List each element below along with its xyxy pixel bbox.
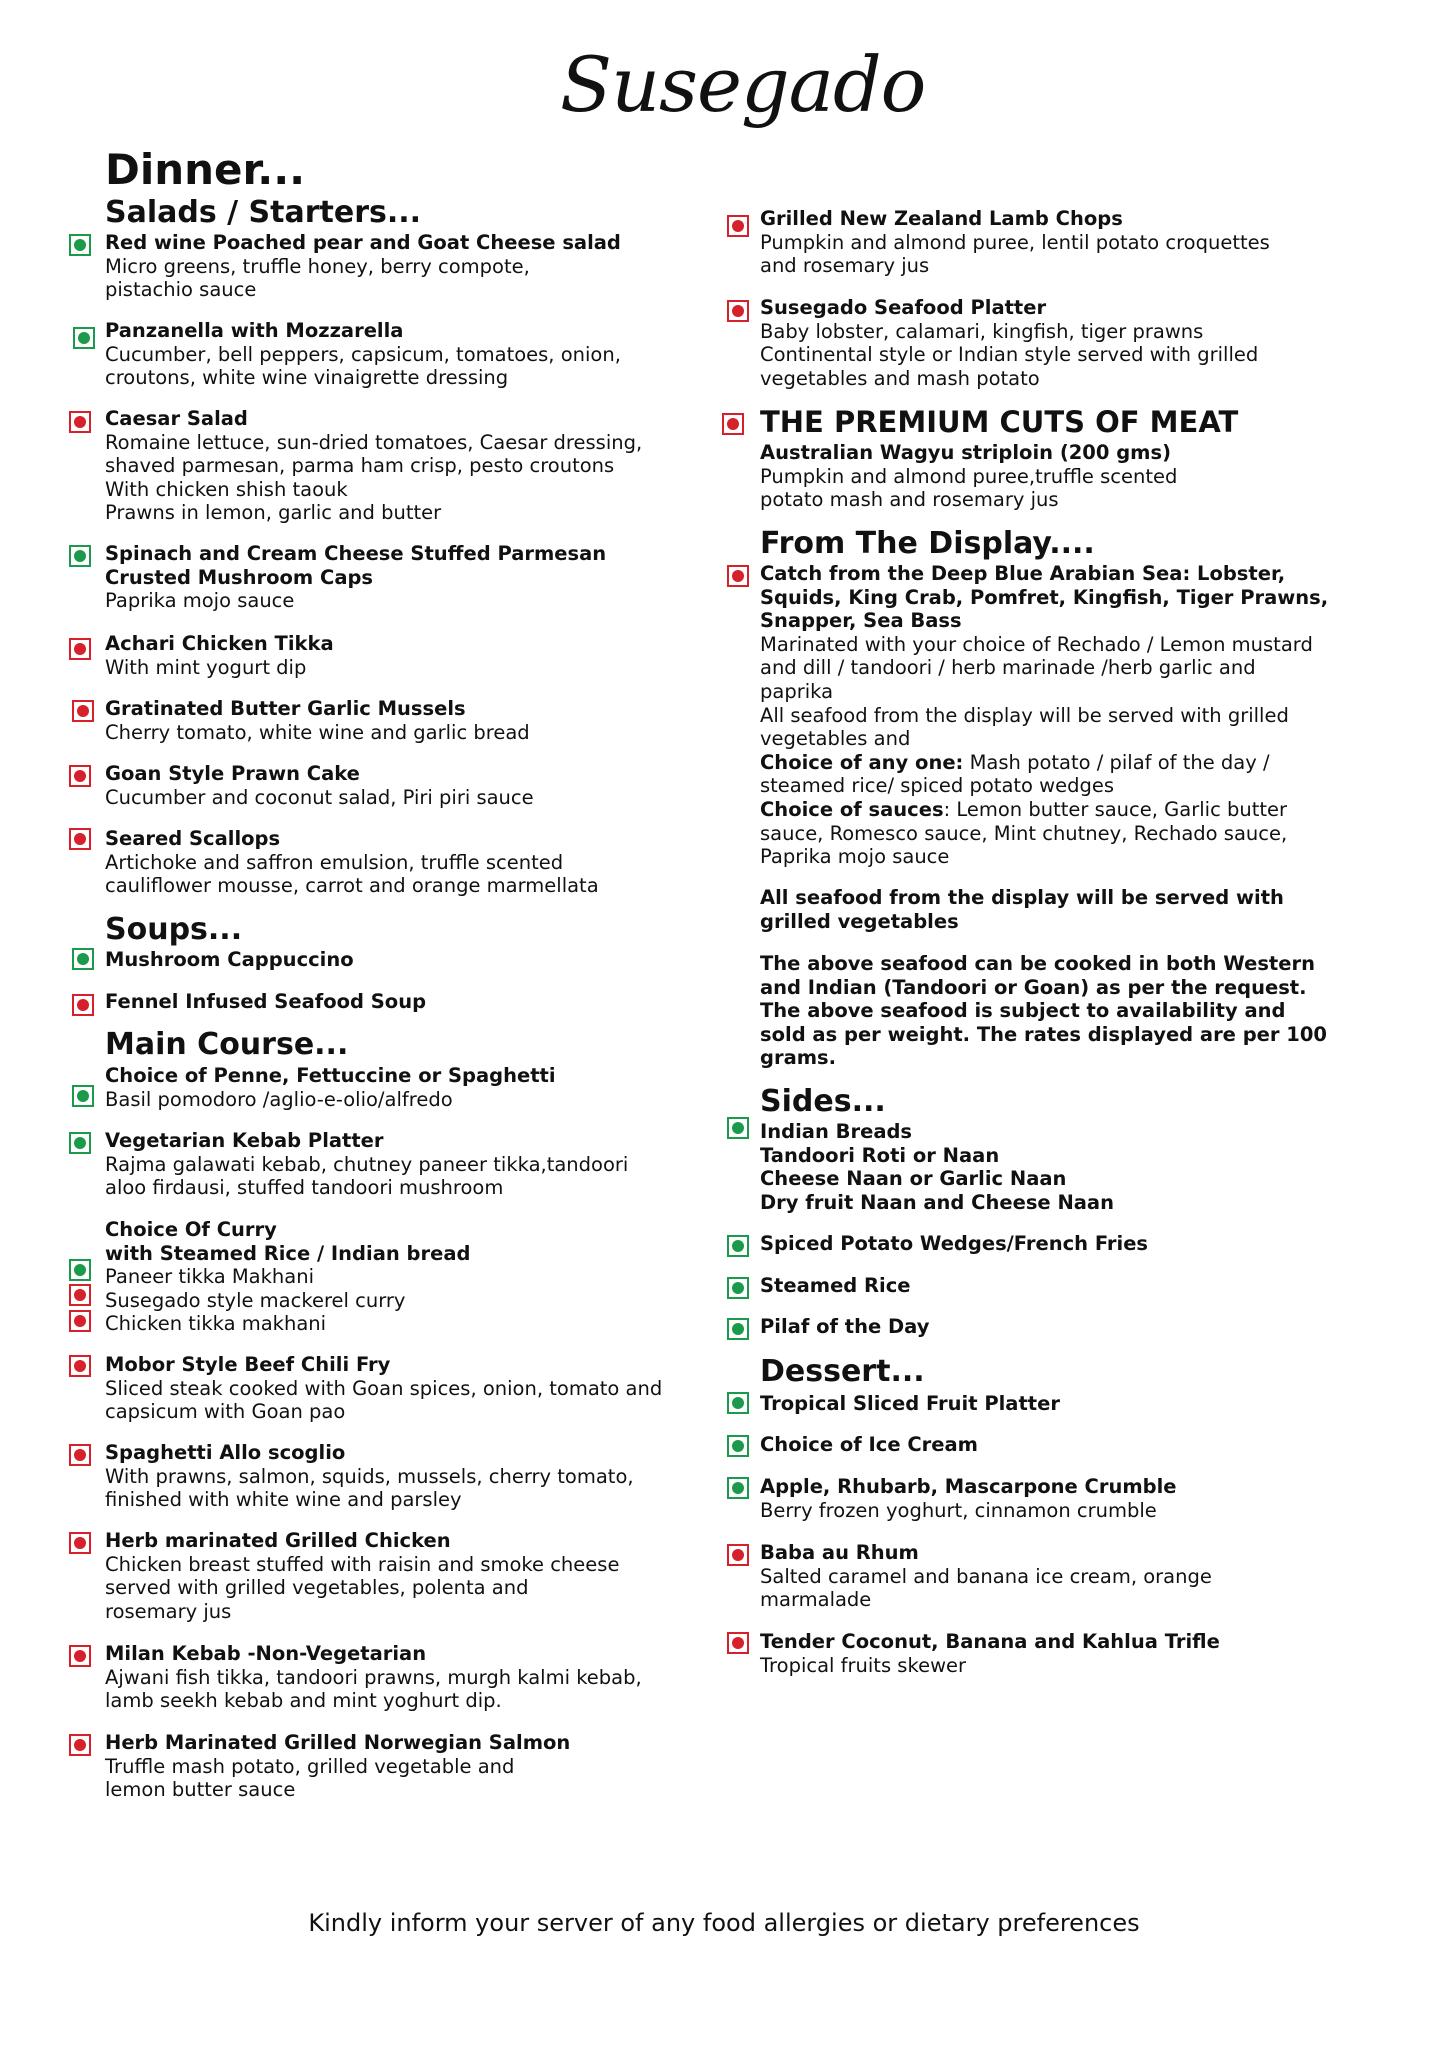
menu-item [105,1731,570,1802]
veg-icon [69,545,91,567]
item-desc: Continental style or Indian style served with grilled [760,343,1259,367]
item-name: Susegado Seafood Platter [760,296,1047,319]
display-heading: From The Display.... [760,526,1095,561]
item-desc: Paprika mojo sauce [760,845,950,869]
dessert-heading: Dessert... [760,1354,925,1389]
item-name: Steamed Rice [760,1274,911,1297]
sauces-text: : Lemon butter sauce, Garlic butter [943,797,1288,821]
item-desc: and dill / tandoori / herb marinade /herb garlic and [760,656,1256,680]
choice-text: Mash potato / pilaf of the day / [963,750,1270,774]
item-name: Tandoori Roti or Naan [760,1143,1000,1167]
item-desc: croutons, white wine vinaigrette dressing [105,366,509,390]
note [760,952,1327,1070]
item-desc: Paneer tikka Makhani [105,1265,315,1289]
non-veg-icon [727,1544,749,1566]
item-desc: lemon butter sauce [105,1778,296,1802]
note-line: grams. [760,1046,837,1070]
item-desc: vegetables and mash potato [760,366,1040,390]
item-desc: Marinated with your choice of Rechado / Lemon mustard [760,632,1313,656]
item-desc: served with grilled vegetables, polenta and [105,1576,529,1600]
non-veg-icon [69,411,91,433]
item-desc: vegetables and [760,727,911,751]
item-name: Mushroom Cappuccino [105,948,354,971]
menu-item [105,762,534,809]
note-line: All seafood from the display will be served with [760,886,1284,909]
item-name: Seared Scallops [105,827,281,850]
note-line: and Indian (Tandoori or Goan) as per the request. [760,975,1307,999]
item-name: Choice Of Curry [105,1218,277,1241]
sauces-label: Choice of sauces [760,797,944,821]
non-veg-icon [69,765,91,787]
item-name: Baba au Rhum [760,1541,919,1564]
item-desc [760,798,1328,822]
item-desc: With chicken shish taouk [105,477,348,501]
veg-icon [69,1132,91,1154]
item-desc: Salted caramel and banana ice cream, orange [760,1564,1212,1588]
item-name: Fennel Infused Seafood Soup [105,990,427,1013]
item-desc: Truffle mash potato, grilled vegetable and [105,1754,515,1778]
item-name: Herb marinated Grilled Chicken [105,1529,451,1552]
dinner-heading: Dinner... [105,145,306,194]
note-line: sold as per weight. The rates displayed are per 100 [760,1022,1327,1046]
item-desc: marmalade [760,1588,872,1612]
item-name: Australian Wagyu striploin (200 gms) [760,441,1172,464]
item-name: Crusted Mushroom Caps [105,565,374,589]
item-name: Catch from the Deep Blue Arabian Sea: Lobster, [760,562,1286,585]
item-desc: capsicum with Goan pao [105,1400,346,1424]
veg-icon [69,1259,91,1281]
menu-item [760,296,1258,390]
non-veg-icon [69,1310,91,1332]
item-desc: Romaine lettuce, sun-dried tomatoes, Caesar dressing, [105,430,643,454]
non-veg-icon [69,1645,91,1667]
non-veg-icon [69,1355,91,1377]
menu-item [105,632,334,679]
item-name: Spaghetti Allo scoglio [105,1441,346,1464]
note-line: The above seafood is subject to availability and [760,999,1286,1023]
choice-label: Choice of any one: [760,750,964,774]
item-name: with Steamed Rice / Indian bread [105,1241,471,1265]
veg-icon [727,1277,749,1299]
item-desc: cauliflower mousse, carrot and orange marmellata [105,874,599,898]
item-desc: Berry frozen yoghurt, cinnamon crumble [760,1498,1157,1522]
item-name: Dry fruit Naan and Cheese Naan [760,1190,1114,1214]
veg-icon [72,948,94,970]
non-veg-icon [727,215,749,237]
menu-item [105,1064,556,1111]
menu-item [105,1642,642,1713]
item-name: Mobor Style Beef Chili Fry [105,1353,391,1376]
veg-icon [69,234,91,256]
menu-item [760,441,1177,512]
menu-item [760,207,1270,278]
non-veg-icon [69,1284,91,1306]
non-veg-icon [727,300,749,322]
veg-icon [72,1085,94,1107]
main-course-heading: Main Course... [105,1027,349,1062]
veg-icon [727,1235,749,1257]
item-name: Gratinated Butter Garlic Mussels [105,697,466,720]
veg-icon [727,1477,749,1499]
item-desc [760,751,1328,775]
item-desc: Pumpkin and almond puree, lentil potato croquettes [760,230,1270,254]
item-desc: Rajma galawati kebab, chutney paneer tikka,tandoori [105,1152,629,1176]
non-veg-icon [69,1444,91,1466]
item-name: Pilaf of the Day [760,1315,930,1338]
menu-item [105,827,599,898]
allergy-notice: Kindly inform your server of any food allergies or dietary preferences [308,1909,1140,1937]
menu-item [105,319,621,390]
item-name: Squids, King Crab, Pomfret, Kingfish, Tiger Prawns, [760,585,1329,609]
item-name: Choice of Penne, Fettuccine or Spaghetti [105,1064,556,1087]
item-desc: All seafood from the display will be served with grilled [760,703,1289,727]
item-desc: Chicken tikka makhani [105,1312,327,1336]
premium-cuts-heading: THE PREMIUM CUTS OF MEAT [760,405,1239,439]
menu-item [105,1218,470,1336]
menu-item [105,1441,634,1512]
non-veg-icon [72,700,94,722]
item-name: Grilled New Zealand Lamb Chops [760,207,1123,230]
item-desc: Cucumber, bell peppers, capsicum, tomatoes, onion, [105,342,621,366]
item-name: Choice of Ice Cream [760,1433,978,1456]
salads-heading: Salads / Starters... [105,195,422,230]
item-desc: Cherry tomato, white wine and garlic bread [105,720,530,744]
item-name: Vegetarian Kebab Platter [105,1129,384,1152]
non-veg-icon [722,413,744,435]
item-desc: With mint yogurt dip [105,655,307,679]
item-name: Spinach and Cream Cheese Stuffed Parmesan [105,542,607,565]
note-line: grilled vegetables [760,909,959,933]
restaurant-logo: Susegado [560,40,926,129]
item-desc: Ajwani fish tikka, tandoori prawns, murgh kalmi kebab, [105,1665,642,1689]
item-desc: lamb seekh kebab and mint yoghurt dip. [105,1689,502,1713]
menu-item [105,407,642,525]
item-desc: potato mash and rosemary jus [760,488,1059,512]
non-veg-icon [72,994,94,1016]
breads-list [760,1120,1114,1214]
item-desc: aloo firdausi, stuffed tandoori mushroom [105,1176,504,1200]
menu-item [105,231,621,302]
non-veg-icon [69,638,91,660]
item-name: Goan Style Prawn Cake [105,762,360,785]
veg-icon [727,1392,749,1414]
item-desc: Baby lobster, calamari, kingfish, tiger prawns [760,319,1204,343]
item-desc: shaved parmesan, parma ham crisp, pesto croutons [105,454,615,478]
item-desc: With prawns, salmon, squids, mussels, cherry tomato, [105,1464,634,1488]
item-name: Apple, Rhubarb, Mascarpone Crumble [760,1475,1177,1498]
item-desc: pistachio sauce [105,278,257,302]
item-name: Indian Breads [760,1120,913,1143]
non-veg-icon [69,828,91,850]
item-name: Snapper, Sea Bass [760,609,962,633]
item-desc: and rosemary jus [760,254,930,278]
item-desc: Cucumber and coconut salad, Piri piri sauce [105,785,534,809]
item-desc: steamed rice/ spiced potato wedges [760,774,1115,798]
item-name: Milan Kebab -Non-Vegetarian [105,1642,427,1665]
item-desc: rosemary jus [105,1599,232,1623]
item-name: Tropical Sliced Fruit Platter [760,1392,1060,1415]
item-desc: paprika [760,679,834,703]
non-veg-icon [69,1734,91,1756]
non-veg-icon [727,565,749,587]
item-name: Tender Coconut, Banana and Kahlua Trifle [760,1630,1220,1653]
item-desc: sauce, Romesco sauce, Mint chutney, Rechado sauce, [760,821,1288,845]
item-name: Achari Chicken Tikka [105,632,334,655]
item-name: Red wine Poached pear and Goat Cheese salad [105,231,621,254]
menu-item [760,1541,1212,1612]
veg-icon [73,327,95,349]
non-veg-icon [69,1532,91,1554]
menu-item [105,1353,662,1424]
menu-item [760,1630,1220,1677]
item-desc: Basil pomodoro /aglio-e-olio/alfredo [105,1087,453,1111]
item-desc: Sliced steak cooked with Goan spices, onion, tomato and [105,1376,663,1400]
item-desc: Micro greens, truffle honey, berry compote, [105,254,530,278]
non-veg-icon [727,1632,749,1654]
menu-item [105,1529,619,1623]
veg-icon [727,1117,749,1139]
veg-icon [727,1318,749,1340]
soups-heading: Soups... [105,912,243,947]
note-line: The above seafood can be cooked in both Western [760,952,1315,975]
item-desc: Pumpkin and almond puree,truffle scented [760,464,1178,488]
menu-item [760,1475,1177,1522]
sides-heading: Sides... [760,1084,886,1119]
veg-icon [727,1435,749,1457]
item-name: Herb Marinated Grilled Norwegian Salmon [105,1731,571,1754]
item-name: Panzanella with Mozzarella [105,319,404,342]
item-desc: finished with white wine and parsley [105,1488,462,1512]
item-name: Caesar Salad [105,407,248,430]
note [760,886,1284,933]
item-desc: Chicken breast stuffed with raisin and smoke cheese [105,1552,620,1576]
item-name: Cheese Naan or Garlic Naan [760,1167,1067,1191]
item-desc: Tropical fruits skewer [760,1653,967,1677]
item-desc: Paprika mojo sauce [105,589,295,613]
item-desc: Artichoke and saffron emulsion, truffle scented [105,850,564,874]
item-desc: Susegado style mackerel curry [105,1288,406,1312]
menu-item [105,1129,628,1200]
menu-item [105,697,530,744]
item-desc: Prawns in lemon, garlic and butter [105,501,442,525]
menu-item [105,542,606,613]
menu-item [760,562,1328,869]
item-name: Spiced Potato Wedges/French Fries [760,1232,1149,1255]
